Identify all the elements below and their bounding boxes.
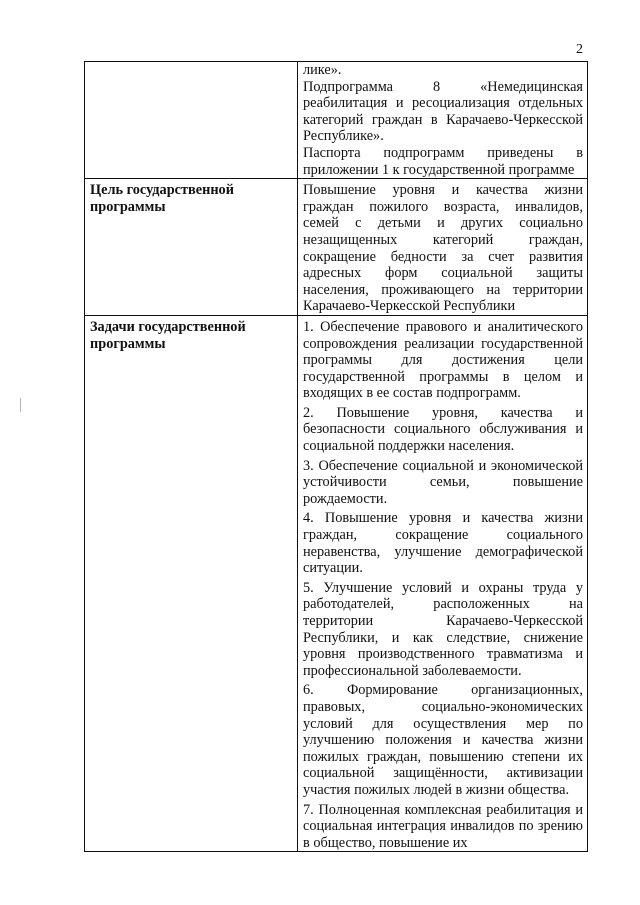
paragraph: 1. Обеспечение правового и аналитического сопровождения реализации государственной программы для достижения цели государственной программы в целом и входящих в ее состав подпрограмм. (303, 318, 583, 402)
row-label: Задачи государственной программы (85, 315, 298, 851)
paragraph: Повышение уровня и качества жизни граждан пожилого возраста, инвалидов, семей с детьми и других социально незащищенных категорий граждан, сокращение бедности за счет развития адресных форм социальной защиты населения, проживающего на территории Карачаево-Черкесской Республики (303, 182, 583, 315)
program-passport-table (84, 61, 588, 852)
table-row-goal (85, 179, 588, 316)
row-label (85, 62, 298, 179)
row-label: Цель государственной программы (85, 179, 298, 316)
row-content (298, 315, 588, 851)
paragraph: лике». (303, 62, 342, 78)
margin-mark (20, 398, 21, 412)
paragraph: 7. Полноценная комплексная реабилитация и социальная интеграция инвалидов по зрению в общество, повышение их (303, 801, 583, 851)
paragraph: 3. Обеспечение социальной и экономической устойчивости семьи, повышение рождаемости. (303, 457, 583, 507)
paragraph: 5. Улучшение условий и охраны труда у работодателей, расположенных на территории Карачаево-Черкесской Республики, и как следствие, снижение уровня производственного травматизма и профессиональной заболеваемости. (303, 579, 583, 679)
paragraph: Паспорта подпрограмм приведены в приложении 1 к государственной программе (303, 144, 583, 178)
paragraph: 6. Формирование организационных, правовых, социально-экономических условий для осуществления мер по улучшению положения и качества жизни пожилых граждан, повышению степени их социальной защищённости, активизации участия пожилых людей в жизни общества. (303, 682, 583, 798)
table-row-tasks (85, 315, 588, 851)
row-content (298, 179, 588, 316)
page-number: 2 (576, 42, 583, 57)
paragraph: Подпрограмма 8 «Немедицинская реабилитация и ресоциализация отдельных категорий граждан в Карачаево-Черкесской Республике». (303, 78, 583, 145)
row-content (298, 62, 588, 179)
paragraph: 4. Повышение уровня и качества жизни граждан, сокращение социального неравенства, улучшение демографической ситуации. (303, 510, 583, 577)
paragraph: 2. Повышение уровня, качества и безопасности социального обслуживания и социальной поддержки населения. (303, 404, 583, 455)
table-row-continuation (85, 62, 588, 179)
